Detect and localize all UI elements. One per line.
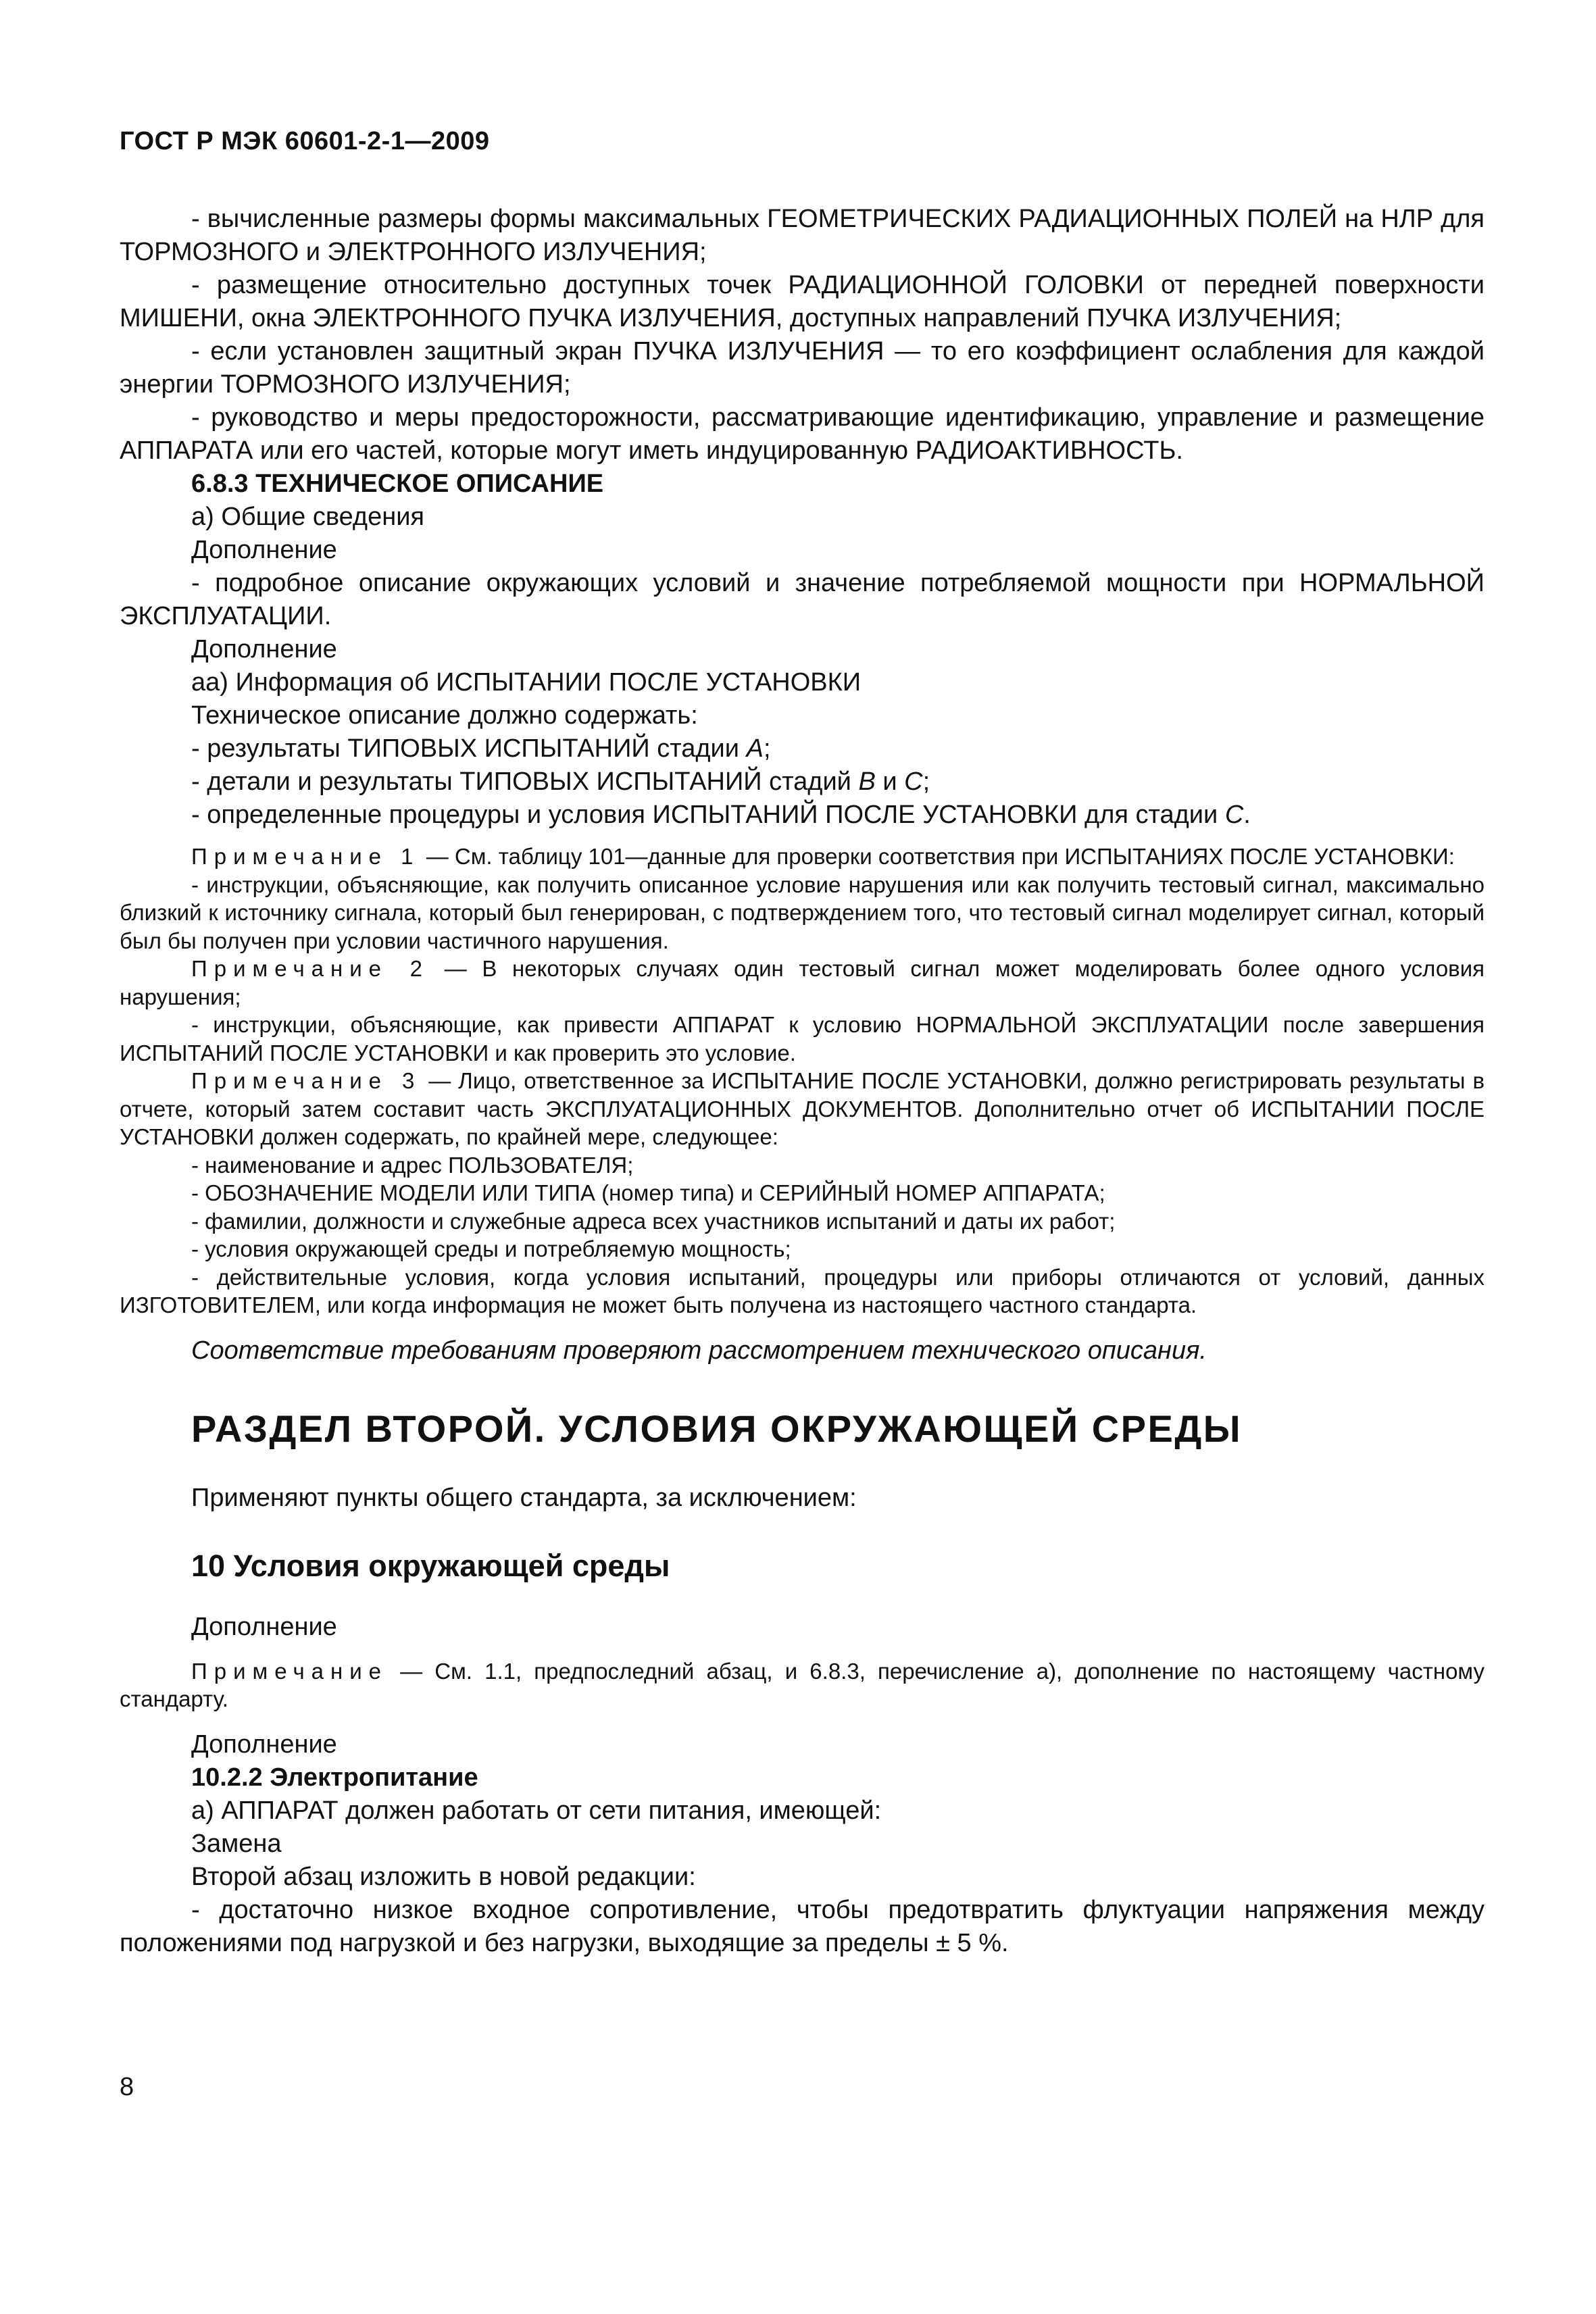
list-item: - размещение относительно доступных точек РАДИАЦИОННОЙ ГОЛОВКИ от передней поверхности МИШЕНИ, окна ЭЛЕКТРОННОГО ПУЧКА ИЗЛУЧЕНИЯ, доступных направлений ПУЧКА ИЗЛУЧЕНИЯ; [120, 271, 1485, 332]
paragraph: а) АППАРАТ должен работать от сети питания, имеющей: [191, 1796, 882, 1825]
addition-label: Дополнение [191, 1730, 337, 1759]
note-item: - ОБОЗНАЧЕНИЕ МОДЕЛИ ИЛИ ТИПА (номер типа) и СЕРИЙНЫЙ НОМЕР АППАРАТА; [191, 1180, 1105, 1205]
clause-heading-10-2-2: 10.2.2 Электропитание [191, 1763, 478, 1792]
page-body [120, 203, 1485, 1960]
list-item: - определенные процедуры и условия ИСПЫТАНИЙ ПОСЛЕ УСТАНОВКИ для стадии С. [191, 801, 1251, 829]
list-item: - результаты ТИПОВЫХ ИСПЫТАНИЙ стадии А; [191, 734, 771, 763]
list-item: - если установлен защитный экран ПУЧКА ИЗЛУЧЕНИЯ — то его коэффициент ослабления для каждой энергии ТОРМОЗНОГО ИЗЛУЧЕНИЯ; [120, 337, 1485, 399]
subsection-aa: аа) Информация об ИСПЫТАНИИ ПОСЛЕ УСТАНОВКИ [191, 668, 862, 697]
subsection-a: а) Общие сведения [191, 503, 425, 531]
note-1: Примечание 1 — См. таблицу 101—данные для проверки соответствия при ИСПЫТАНИЯХ ПОСЛЕ УСТАНОВКИ: [191, 844, 1455, 869]
note: Примечание — См. 1.1, предпоследний абзац, и 6.8.3, перечисление а), дополнение по настоящему частному стандарту. [120, 1658, 1485, 1711]
section-title: РАЗДЕЛ ВТОРОЙ. УСЛОВИЯ ОКРУЖАЮЩЕЙ СРЕДЫ [191, 1407, 1243, 1450]
note-3: Примечание 3 — Лицо, ответственное за ИСПЫТАНИЕ ПОСЛЕ УСТАНОВКИ, должно регистрировать результаты в отчете, который затем составит часть ЭКСПЛУАТАЦИОННЫХ ДОКУМЕНТОВ. Дополнительно отчет об ИСПЫТАНИИ ПОСЛЕ УСТАНОВКИ должен содержать, по крайней мере, следующее: [120, 1068, 1485, 1149]
page-number: 8 [120, 2073, 134, 2101]
list-item: - детали и результаты ТИПОВЫХ ИСПЫТАНИЙ стадий В и С; [191, 768, 930, 796]
paragraph: - подробное описание окружающих условий и значение потребляемой мощности при НОРМАЛЬНОЙ ЭКСПЛУАТАЦИИ. [120, 569, 1485, 630]
list-item: - достаточно низкое входное сопротивление, чтобы предотвратить флуктуации напряжения между положениями под нагрузкой и без нагрузки, выходящие за пределы ± 5 %. [120, 1895, 1485, 1957]
note-item: - инструкции, объясняющие, как получить описанное условие нарушения или как получить тестовый сигнал, максимально близкий к источнику сигнала, который был генерирован, с подтверждением того, что тестовый сигнал моделирует сигнал, который был бы получен при условии частичного нарушения. [120, 872, 1485, 953]
paragraph: Второй абзац изложить в новой редакции: [191, 1862, 696, 1891]
section-heading-6-8-3: 6.8.3 ТЕХНИЧЕСКОЕ ОПИСАНИЕ [191, 470, 604, 498]
document-header: ГОСТ Р МЭК 60601-2-1—2009 [120, 127, 490, 155]
note-item: - инструкции, объясняющие, как привести АППАРАТ к условию НОРМАЛЬНОЙ ЭКСПЛУАТАЦИИ после завершения ИСПЫТАНИЙ ПОСЛЕ УСТАНОВКИ и как проверить это условие. [120, 1012, 1485, 1065]
paragraph: Применяют пункты общего стандарта, за исключением: [191, 1483, 857, 1512]
list-item: - вычисленные размеры формы максимальных ГЕОМЕТРИЧЕСКИХ РАДИАЦИОННЫХ ПОЛЕЙ на НЛР для ТОРМОЗНОГО и ЭЛЕКТРОННОГО ИЗЛУЧЕНИЯ; [120, 205, 1485, 266]
note-item: - наименование и адрес ПОЛЬЗОВАТЕЛЯ; [191, 1152, 634, 1178]
compliance-statement: Соответствие требованиям проверяют рассмотрением технического описания. [191, 1336, 1207, 1365]
note-item: - действительные условия, когда условия испытаний, процедуры или приборы отличаются от условий, данных ИЗГОТОВИТЕЛЕМ, или когда информация не может быть получена из настоящего частного стандарта. [120, 1264, 1485, 1317]
list-item: - руководство и меры предосторожности, рассматривающие идентификацию, управление и размещение АППАРАТА или его частей, которые могут иметь индуцированную РАДИОАКТИВНОСТЬ. [120, 403, 1485, 465]
clause-heading-10: 10 Условия окружающей среды [191, 1548, 670, 1583]
addition-label: Дополнение [191, 635, 337, 663]
addition-label: Дополнение [191, 1612, 337, 1641]
replacement-label: Замена [191, 1829, 282, 1858]
note-item: - фамилии, должности и служебные адреса всех участников испытаний и даты их работ; [191, 1208, 1116, 1234]
paragraph: Техническое описание должно содержать: [191, 701, 698, 730]
addition-label: Дополнение [191, 536, 337, 564]
note-2: Примечание 2 — В некоторых случаях один тестовый сигнал может моделировать более одного условия нарушения; [120, 956, 1485, 1009]
note-item: - условия окружающей среды и потребляемую мощность; [191, 1236, 791, 1261]
